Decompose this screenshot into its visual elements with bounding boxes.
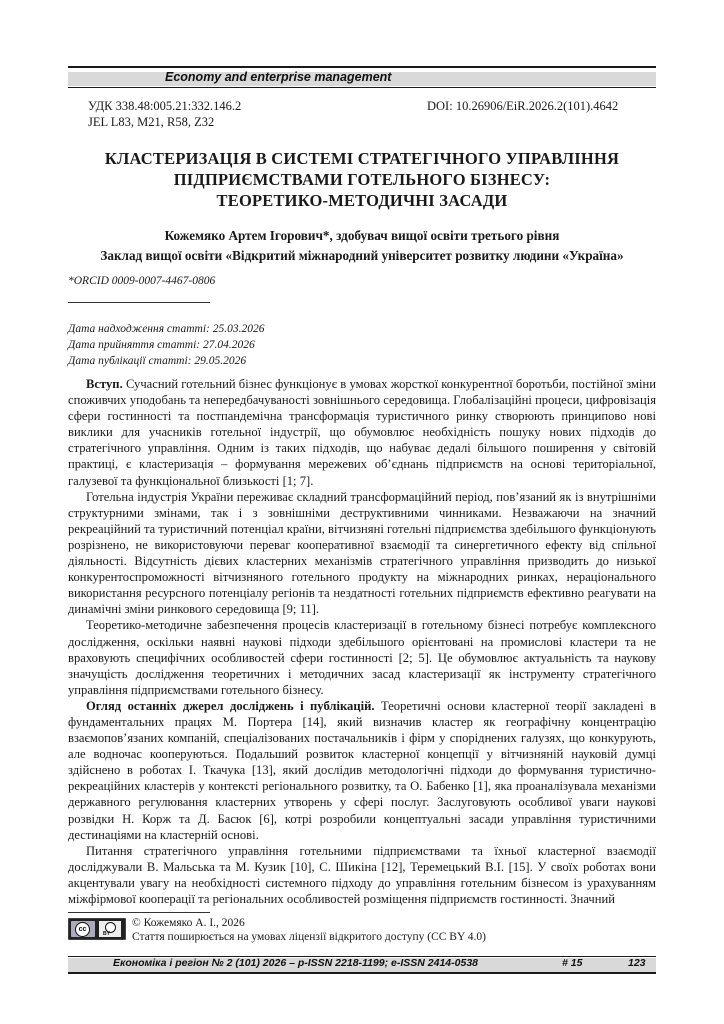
heading-review: Огляд останніх джерел досліджень і публікацій. [86,698,375,713]
title-line-3: ТЕОРЕТИКО-МЕТОДИЧНІ ЗАСАДИ [216,191,508,210]
title-line-1: КЛАСТЕРИЗАЦІЯ В СИСТЕМІ СТРАТЕГІЧНОГО УПРАВЛІННЯ [104,149,620,168]
orcid[interactable]: *ORCID 0009-0007-4467-0806 [68,275,216,287]
date-accepted: Дата прийняття статті: 27.04.2026 [68,339,255,351]
footer-issue: # 15 [562,957,583,969]
cc-icon: cc [75,922,90,937]
author-affiliation: Заклад вищої освіти «Відкритий міжнародний університет розвитку людини «Україна» [100,248,624,263]
page-number: 123 [628,957,646,969]
license-divider [68,912,210,913]
paragraph-3: Теоретико-методичне забезпечення процесів кластеризації в готельному бізнесі потребує комплексного дослідження, оскільки наявні наукові підходи здебільшого орієнтовані на промислові кластери та не враховують специфічних особливостей сфери гостинності [2; 5]. Це обумовлює актуальність та наукову значущість дослідження теоретичних і методичних засад кластеризації як інструменту стратегічного управління підприємствами готельного бізнесу. [68,618,656,697]
license-text-block [132,916,486,944]
author-name: Кожемяко Артем Ігорович*, здобувач вищої освіти третього рівня [164,228,560,243]
header-bottom-rule [68,87,656,88]
intro-text: Сучасний готельний бізнес функціонує в умовах жорсткої конкурентної боротьби, постійної зміни споживчих уподобань та непередбачуваності зовнішнього середовища. Глобалізаційні процеси, цифровізація сфери гостинності та постпандемічна трансформація туристичного ринку створюють принципово нові виклики для учасників готельної індустрії, що обумовлює необхідність пошуку нових підходів до стратегічного управління. Одним із таких підходів, що набуває дедалі більшого поширення у світовій практиці, є кластеризація – формування мережевих об’єднань підприємств на основі територіальної, галузевої та функціональної близькості [1; 7]. [68,377,656,488]
heading-intro: Вступ. [86,377,123,391]
paragraph-2: Готельна індустрія України переживає складний трансформаційний період, пов’язаний як із внутрішніми структурними змінами, так і з зовнішніми деструктивними чинниками. Незважаючи на значний рекреаційний та туристичний потенціал країни, вітчизняні готельні підприємства здебільшого функціонують розрізнено, не використовуючи переваг кооперативної взаємодії та синергетичного ефекту від спільної діяльності. Відсутність дієвих кластерних механізмів стратегічного управління призводить до низької конкурентоспроможності вітчизняного готельного продукту на міжнародних ринках, нераціонального використання ресурсного потенціалу регіонів та нездатності готельних підприємств ефективно реагувати на динамічні зміни ринкового середовища [9; 11]. [68,489,656,617]
orcid-divider [68,302,210,303]
review-text: Теоретичні основи кластерної теорії закладені в фундаментальних працях М. Портера [14], який визначив кластер як географічну концентрацію взаємопов’язаних компаній, спеціалізованих постачальників і фірм у споріднених галузях, що конкурують, але водночас кооперуються. Подальший розвиток кластерної концепції у вітчизняній науковій думці здійснено в роботах І. Ткачука [13], який дослідив методологічні підходи до формування туристично-рекреаційних кластерів у контексті регіонального розвитку, та О. Бабенко [1], яка проаналізувала механізми державного регулювання кластерних утворень у сфері послуг. Заслуговують особливої уваги наукові розвідки Н. Корж та Д. Басюк [6], котрі розробили концептуальні засади управління туристичними дестинаціями на кластерній основі. [68,698,657,842]
author-block [68,226,656,266]
jel-codes: JEL L83, M21, R58, Z32 [88,115,215,129]
paragraph-5: Питання стратегічного управління готельними підприємствами та їхньої кластерної взаємодії досліджували В. Мальська та М. Кузик [10], С. Шикіна [12], Теремецький В.І. [15]. У своїх роботах вони акцентували увагу на необхідності системного підходу до управління готельним бізнесом із урахуванням міжфірмової кооперації та регіональних особливостей розміщення підприємств гостинності. Значний [68,843,656,906]
footer-journal: Економіка і регіон № 2 (101) 2026 – p-ISSN 2218-1199; e-ISSN 2414-0538 [113,957,478,969]
article-dates [68,321,264,369]
paragraph-review [68,698,656,843]
license-statement: Стаття поширюється на умовах ліцензії відкритого доступу (CC BY 4.0) [132,931,486,943]
paragraph-intro [68,376,656,489]
title-line-2: ПІДПРИЄМСТВАМИ ГОТЕЛЬНОГО БІЗНЕСУ: [173,170,551,189]
header-top-rule [68,66,656,68]
doi[interactable]: DOI: 10.26906/EiR.2026.2(101).4642 [427,99,619,113]
article-title [68,148,656,211]
date-received: Дата надходження статті: 25.03.2026 [68,323,265,335]
article-body [68,376,656,907]
running-header: Economy and enterprise management [165,70,392,84]
by-label: BY [103,931,110,937]
date-published: Дата публікації статті: 29.05.2026 [68,355,247,367]
cc-by-license-icon[interactable] [68,918,126,940]
udk-code: УДК 338.48:005.21:332.146.2 [88,99,242,113]
footer-bottom-rule [68,972,656,974]
copyright-notice: © Кожемяко А. І., 2026 [132,917,245,929]
